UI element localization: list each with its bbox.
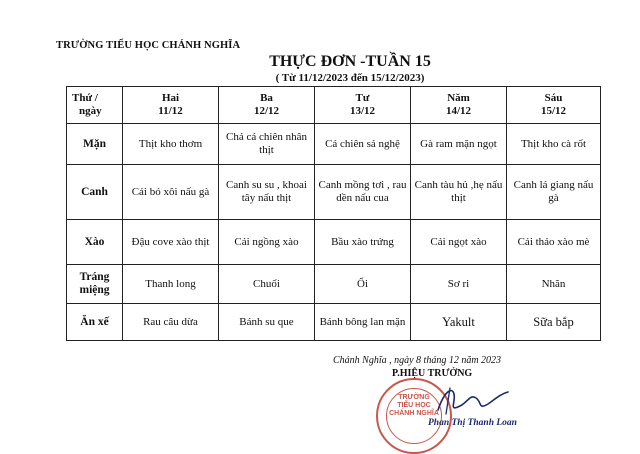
menu-table	[66, 86, 601, 341]
day-date: 15/12	[540, 105, 567, 117]
menu-cell: Sữa bắp	[507, 304, 601, 341]
day-date: 13/12	[349, 105, 376, 117]
day-name: Ba	[260, 92, 273, 104]
day-header-thu	[411, 87, 507, 124]
table-row-man	[67, 124, 601, 165]
menu-title: THỰC ĐƠN -TUẦN 15	[269, 53, 431, 70]
menu-cell: Yakult	[411, 304, 507, 341]
table-row-trang-mieng	[67, 265, 601, 304]
stamp-line: CHÁNH NGHĨA	[389, 410, 439, 417]
menu-cell: Sơ ri	[411, 265, 507, 304]
table-row-xao	[67, 220, 601, 265]
corner-line2: ngày	[79, 105, 102, 117]
day-header-wed	[315, 87, 411, 124]
day-name: Năm	[447, 92, 470, 104]
day-header-tue	[219, 87, 315, 124]
day-date: 12/12	[253, 105, 280, 117]
menu-cell: Cải ngọt xào	[411, 220, 507, 265]
menu-cell: Canh mồng tơi , rau dền nấu cua	[315, 165, 411, 220]
menu-cell: Chả cá chiên nhân thịt	[219, 124, 315, 165]
menu-cell: Thịt kho thơm	[123, 124, 219, 165]
menu-cell: Bánh su que	[219, 304, 315, 341]
menu-date-range: ( Từ 11/12/2023 đến 15/12/2023)	[275, 72, 425, 84]
signature-scribble	[430, 380, 520, 420]
row-label: Mặn	[67, 124, 123, 165]
menu-cell: Rau câu dừa	[123, 304, 219, 341]
menu-cell: Cải thảo xào mè	[507, 220, 601, 265]
signer-name: Phan Thị Thanh Loan	[428, 418, 517, 428]
menu-cell: Đậu cove xào thịt	[123, 220, 219, 265]
menu-cell: Canh su su , khoai tây nấu thịt	[219, 165, 315, 220]
menu-cell: Thanh long	[123, 265, 219, 304]
stamp-line: TIỂU HỌC	[397, 402, 431, 409]
menu-cell: Cá chiên sả nghệ	[315, 124, 411, 165]
menu-cell: Bầu xào trứng	[315, 220, 411, 265]
header-row	[67, 87, 601, 124]
menu-cell: Bánh bông lan mặn	[315, 304, 411, 341]
signing-date: Chánh Nghĩa , ngày 8 tháng 12 năm 2023	[333, 355, 502, 366]
table-row-canh	[67, 165, 601, 220]
signer-role: P.HIỆU TRƯỞNG	[392, 368, 473, 379]
day-date: 14/12	[445, 105, 472, 117]
menu-cell: Chuối	[219, 265, 315, 304]
corner-line1: Thứ /	[72, 92, 98, 104]
menu-cell: Nhãn	[507, 265, 601, 304]
menu-cell: Canh tàu hủ ,hẹ nấu thịt	[411, 165, 507, 220]
corner-header	[67, 87, 123, 124]
menu-cell: Cải ngồng xào	[219, 220, 315, 265]
menu-cell: Ổi	[315, 265, 411, 304]
row-label: Ăn xế	[67, 304, 123, 341]
stamp-line: TRƯỜNG	[398, 394, 430, 401]
menu-cell: Canh lá giang nấu gà	[507, 165, 601, 220]
day-name: Sáu	[544, 92, 563, 104]
table-row-an-xe	[67, 304, 601, 341]
menu-cell: Gà ram mặn ngọt	[411, 124, 507, 165]
row-label: Xào	[67, 220, 123, 265]
day-header-mon	[123, 87, 219, 124]
row-label: Canh	[67, 165, 123, 220]
day-name: Tư	[355, 92, 370, 104]
row-label: Tráng miệng	[67, 265, 123, 304]
school-name: TRƯỜNG TIỂU HỌC CHÁNH NGHĨA	[56, 40, 241, 51]
day-name: Hai	[161, 92, 180, 104]
day-header-fri	[507, 87, 601, 124]
menu-cell: Thịt kho cà rốt	[507, 124, 601, 165]
day-date: 11/12	[158, 105, 183, 117]
menu-cell: Cải bó xôi nấu gà	[123, 165, 219, 220]
